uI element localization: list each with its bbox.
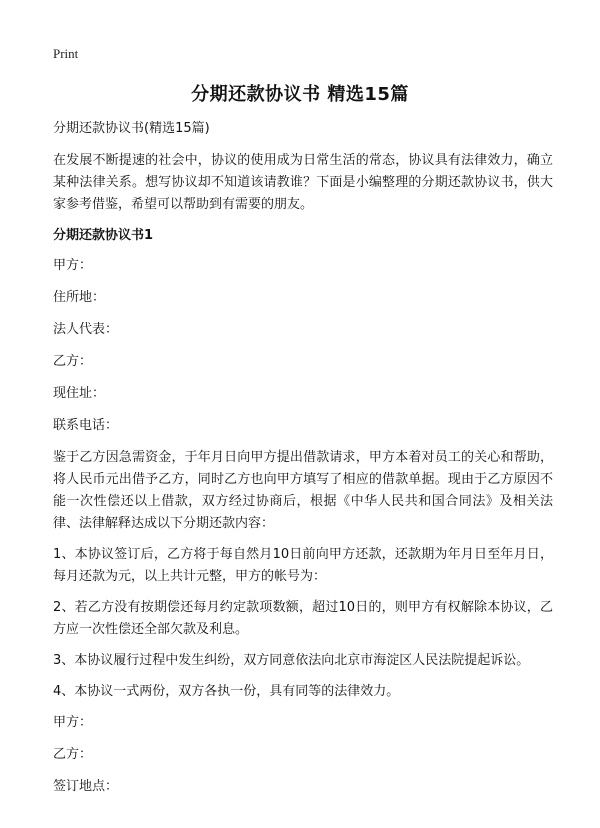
clause-1: 1、本协议签订后，乙方将于每自然月10日前向甲方还款，还款期为年月日至年月日，每月还款为元，以上共计元整，甲方的帐号为： — [53, 547, 553, 584]
signing-location: 签订地点： — [53, 779, 119, 794]
preamble-paragraph: 鉴于乙方因急需资金，于年月日向甲方提出借款请求，甲方本着对员工的关心和帮助，将人民币元出借予乙方，同时乙方也向甲方填写了相应的借款单据。现由于乙方原因不能一次性偿还以上借款，双方经过协商后，根据《中华人民共和国合同法》及相关法律、法律解释达成以下分期还款内容： — [53, 450, 553, 531]
document-body — [53, 118, 553, 808]
current-address-field: 现住址： — [53, 386, 106, 401]
clause-3: 3、本协议履行过程中发生纠纷，双方同意依法向北京市海淀区人民法院提起诉讼。 — [53, 653, 530, 668]
signature-party-a: 甲方： — [53, 715, 93, 730]
print-link[interactable]: Print — [53, 46, 79, 61]
document-subtitle: 分期还款协议书(精选15篇) — [53, 121, 210, 136]
clause-4: 4、本协议一式两份，双方各执一份，具有同等的法律效力。 — [53, 684, 400, 699]
legal-rep-field: 法人代表： — [53, 322, 119, 337]
intro-paragraph: 在发展不断提速的社会中，协议的使用成为日常生活的常态，协议具有法律效力，确立某种法律关系。想写协议却不知道该请教谁？下面是小编整理的分期还款协议书，供大家参考借鉴，希望可以帮助到有需要的朋友。 — [53, 153, 553, 212]
address-field: 住所地： — [53, 290, 106, 305]
party-b-field: 乙方： — [53, 354, 93, 369]
phone-field: 联系电话： — [53, 418, 119, 433]
signature-party-b: 乙方： — [53, 747, 93, 762]
clause-2: 2、若乙方没有按期偿还每月约定款项数额，超过10日的，则甲方有权解除本协议，乙方应一次性偿还全部欠款及利息。 — [53, 600, 553, 637]
section-heading: 分期还款协议书1 — [53, 228, 154, 243]
document-title: 分期还款协议书 精选15篇 — [191, 84, 409, 105]
party-a-field: 甲方： — [53, 258, 93, 273]
